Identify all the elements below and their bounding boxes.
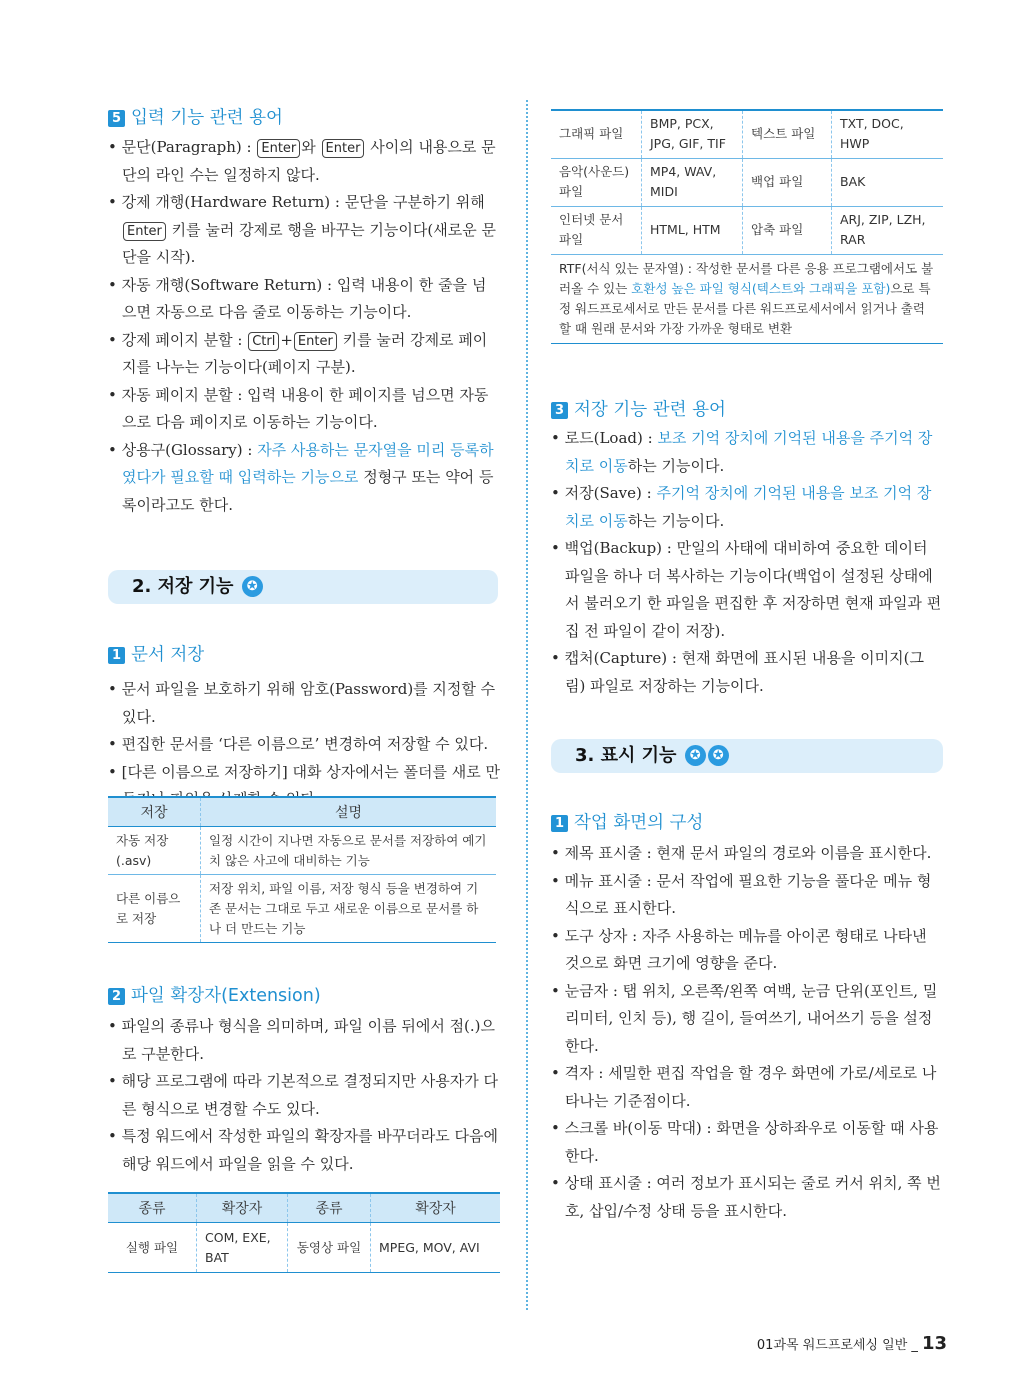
- subsection-heading-work-screen: 1 작업 화면의 구성: [551, 809, 703, 834]
- section-title: 2. 저장 기능: [132, 576, 234, 597]
- table-header: 확장자: [371, 1193, 501, 1223]
- table-cell: 실행 파일: [108, 1223, 197, 1273]
- section-number-badge: 2: [108, 988, 125, 1005]
- extension-table-1: [108, 1192, 500, 1273]
- list-item: • 상태 표시줄 : 여러 정보가 표시되는 줄로 커서 위치, 쪽 번호, 삽입/수정 상태 등을 표시한다.: [551, 1170, 943, 1225]
- save-terms-list: [551, 425, 943, 700]
- work-screen-list: [551, 840, 943, 1225]
- list-item: • 특정 워드에서 작성한 파일의 확장자를 바꾸더라도 다음에 해당 워드에서 파일을 읽을 수 있다.: [108, 1123, 500, 1178]
- table-header: 종류: [108, 1193, 197, 1223]
- table-cell: 일정 시간이 지나면 자동으로 문서를 저장하여 예기치 않은 사고에 대비하는 기능: [201, 827, 497, 875]
- page-footer: [757, 1333, 947, 1354]
- rtf-note: RTF(서식 있는 문자열) : 작성한 문서를 다른 응용 프로그램에서도 불러올 수 있는 호환성 높은 파일 형식(텍스트와 그래픽을 포함)으로 특정 워드프로세서로 만든 문서를 다른 워드프로세서에서 읽거나 출력할 때 원래 문서와 가장 가까운 형태로 변환: [551, 254, 943, 343]
- table-cell: TXT, DOC, HWP: [832, 110, 944, 158]
- table-cell: BMP, PCX, JPG, GIF, TIF: [642, 110, 743, 158]
- section-number-badge: 1: [551, 815, 568, 832]
- star-icon: ✪: [685, 745, 706, 766]
- list-item: • 편집한 문서를 ‘다른 이름으로’ 변경하여 저장할 수 있다.: [108, 731, 500, 759]
- subsection-heading-save-terms: 3 저장 기능 관련 용어: [551, 396, 726, 421]
- list-item: • 자동 페이지 분할 : 입력 내용이 한 페이지를 넘으면 자동으로 다음 페이지로 이동하는 기능이다.: [108, 382, 500, 437]
- ctrl-key: Ctrl: [248, 332, 279, 351]
- page-number: 13: [921, 1333, 947, 1354]
- table-cell: 인터넷 문서 파일: [551, 206, 642, 254]
- table-cell: 동영상 파일: [288, 1223, 371, 1273]
- table-header: 설명: [201, 797, 497, 827]
- enter-key: Enter: [294, 332, 337, 351]
- list-item: • 스크롤 바(이동 막대) : 화면을 상하좌우로 이동할 때 사용한다.: [551, 1115, 943, 1170]
- table-cell: COM, EXE, BAT: [197, 1223, 288, 1273]
- list-item: • 해당 프로그램에 따라 기본적으로 결정되지만 사용자가 다른 형식으로 변경할 수도 있다.: [108, 1068, 500, 1123]
- document-save-list: [108, 676, 500, 814]
- subsection-heading-file-extension: 2 파일 확장자(Extension): [108, 982, 321, 1007]
- column-divider: [526, 100, 528, 1310]
- subsection-heading-input-terms: 5 입력 기능 관련 용어: [108, 104, 283, 129]
- enter-key: Enter: [257, 139, 300, 158]
- list-item: • 백업(Backup) : 만일의 사태에 대비하여 중요한 데이터 파일을 하나 더 복사하는 기능이다(백업이 설정된 상태에서 불러오기 한 파일을 편집한 후 저장하면 현재 파일과 편집 전 파일이 같이 저장).: [551, 535, 943, 645]
- table-cell: HTML, HTM: [642, 206, 743, 254]
- table-cell: 텍스트 파일: [743, 110, 832, 158]
- list-item: • 파일의 종류나 형식을 의미하며, 파일 이름 뒤에서 점(.)으로 구분한다.: [108, 1013, 500, 1068]
- table-cell: 백업 파일: [743, 158, 832, 206]
- list-item: • 제목 표시줄 : 현재 문서 파일의 경로와 이름을 표시한다.: [551, 840, 943, 868]
- list-item: • 로드(Load) : 보조 기억 장치에 기억된 내용을 주기억 장치로 이동하는 기능이다.: [551, 425, 943, 480]
- list-item: • 메뉴 표시줄 : 문서 작업에 필요한 기능을 풀다운 메뉴 형식으로 표시한다.: [551, 868, 943, 923]
- extension-table-2: [551, 109, 943, 344]
- table-cell: ARJ, ZIP, LZH, RAR: [832, 206, 944, 254]
- input-terms-list: [108, 134, 500, 519]
- list-item: • 강제 개행(Hardware Return) : 문단을 구분하기 위해 Enter 키를 눌러 강제로 행을 바꾸는 기능이다(새로운 문단을 시작).: [108, 189, 500, 272]
- list-item: • 문서 파일을 보호하기 위해 암호(Password)를 지정할 수 있다.: [108, 676, 500, 731]
- section-number-badge: 5: [108, 110, 125, 127]
- section-number-badge: 1: [108, 647, 125, 664]
- table-cell: 그래픽 파일: [551, 110, 642, 158]
- table-cell: 저장 위치, 파일 이름, 저장 형식 등을 변경하여 기존 문서는 그대로 두고 새로운 이름으로 문서를 하나 더 만드는 기능: [201, 875, 497, 943]
- list-item: • 강제 페이지 분할 : Ctrl + Enter 키를 눌러 강제로 페이지를 나누는 기능이다(페이지 구분).: [108, 327, 500, 382]
- table-header: 종류: [288, 1193, 371, 1223]
- table-cell: 음악(사운드) 파일: [551, 158, 642, 206]
- subsection-heading-document-save: 1 문서 저장: [108, 641, 204, 666]
- list-item: • 도구 상자 : 자주 사용하는 메뉴를 아이콘 형태로 나타낸 것으로 화면 크기에 영향을 준다.: [551, 923, 943, 978]
- list-item: • 문단(Paragraph) : Enter 와 Enter 사이의 내용으로 문단의 라인 수는 일정하지 않다.: [108, 134, 500, 189]
- list-item: • 저장(Save) : 주기억 장치에 기억된 내용을 보조 기억 장치로 이동하는 기능이다.: [551, 480, 943, 535]
- table-header: 확장자: [197, 1193, 288, 1223]
- star-icon: ✪: [242, 576, 263, 597]
- table-cell: MPEG, MOV, AVI: [371, 1223, 501, 1273]
- enter-key: Enter: [322, 139, 365, 158]
- section-number-badge: 3: [551, 402, 568, 419]
- section-bar-display: [551, 739, 943, 773]
- list-item: • [다른 이름으로 저장하기] 대화 상자에서는 폴더를 새로 만: [108, 759, 500, 814]
- list-item: • 캡처(Capture) : 현재 화면에 표시된 내용을 이미지(그림) 파일로 저장하는 기능이다.: [551, 645, 943, 700]
- file-extension-list: [108, 1013, 500, 1178]
- table-cell: MP4, WAV, MIDI: [642, 158, 743, 206]
- list-item: • 눈금자 : 탭 위치, 오른쪽/왼쪽 여백, 눈금 단위(포인트, 밀리미터, 인치 등), 행 길이, 들여쓰기, 내어쓰기 등을 설정한다.: [551, 978, 943, 1061]
- table-cell: 다른 이름으로 저장: [108, 875, 201, 943]
- section-bar-save: [108, 570, 498, 604]
- enter-key: Enter: [123, 222, 166, 241]
- list-item: • 격자 : 세밀한 편집 작업을 할 경우 화면에 가로/세로로 나타나는 기준점이다.: [551, 1060, 943, 1115]
- list-item: • 상용구(Glossary) : 자주 사용하는 문자열을 미리 등록하였다가 필요할 때 입력하는 기능으로 정형구 또는 약어 등록이라고도 한다.: [108, 437, 500, 520]
- table-cell: BAK: [832, 158, 944, 206]
- footer-subject: 01과목 워드프로세싱 일반 _: [756, 1338, 918, 1353]
- table-cell: 압축 파일: [743, 206, 832, 254]
- table-header: 저장: [108, 797, 201, 827]
- star-icon: ✪: [708, 745, 729, 766]
- list-item: • 자동 개행(Software Return) : 입력 내용이 한 줄을 넘으면 자동으로 다음 줄로 이동하는 기능이다.: [108, 272, 500, 327]
- save-table: [108, 796, 496, 943]
- table-cell: 자동 저장(.asv): [108, 827, 201, 875]
- section-title: 3. 표시 기능: [575, 745, 677, 766]
